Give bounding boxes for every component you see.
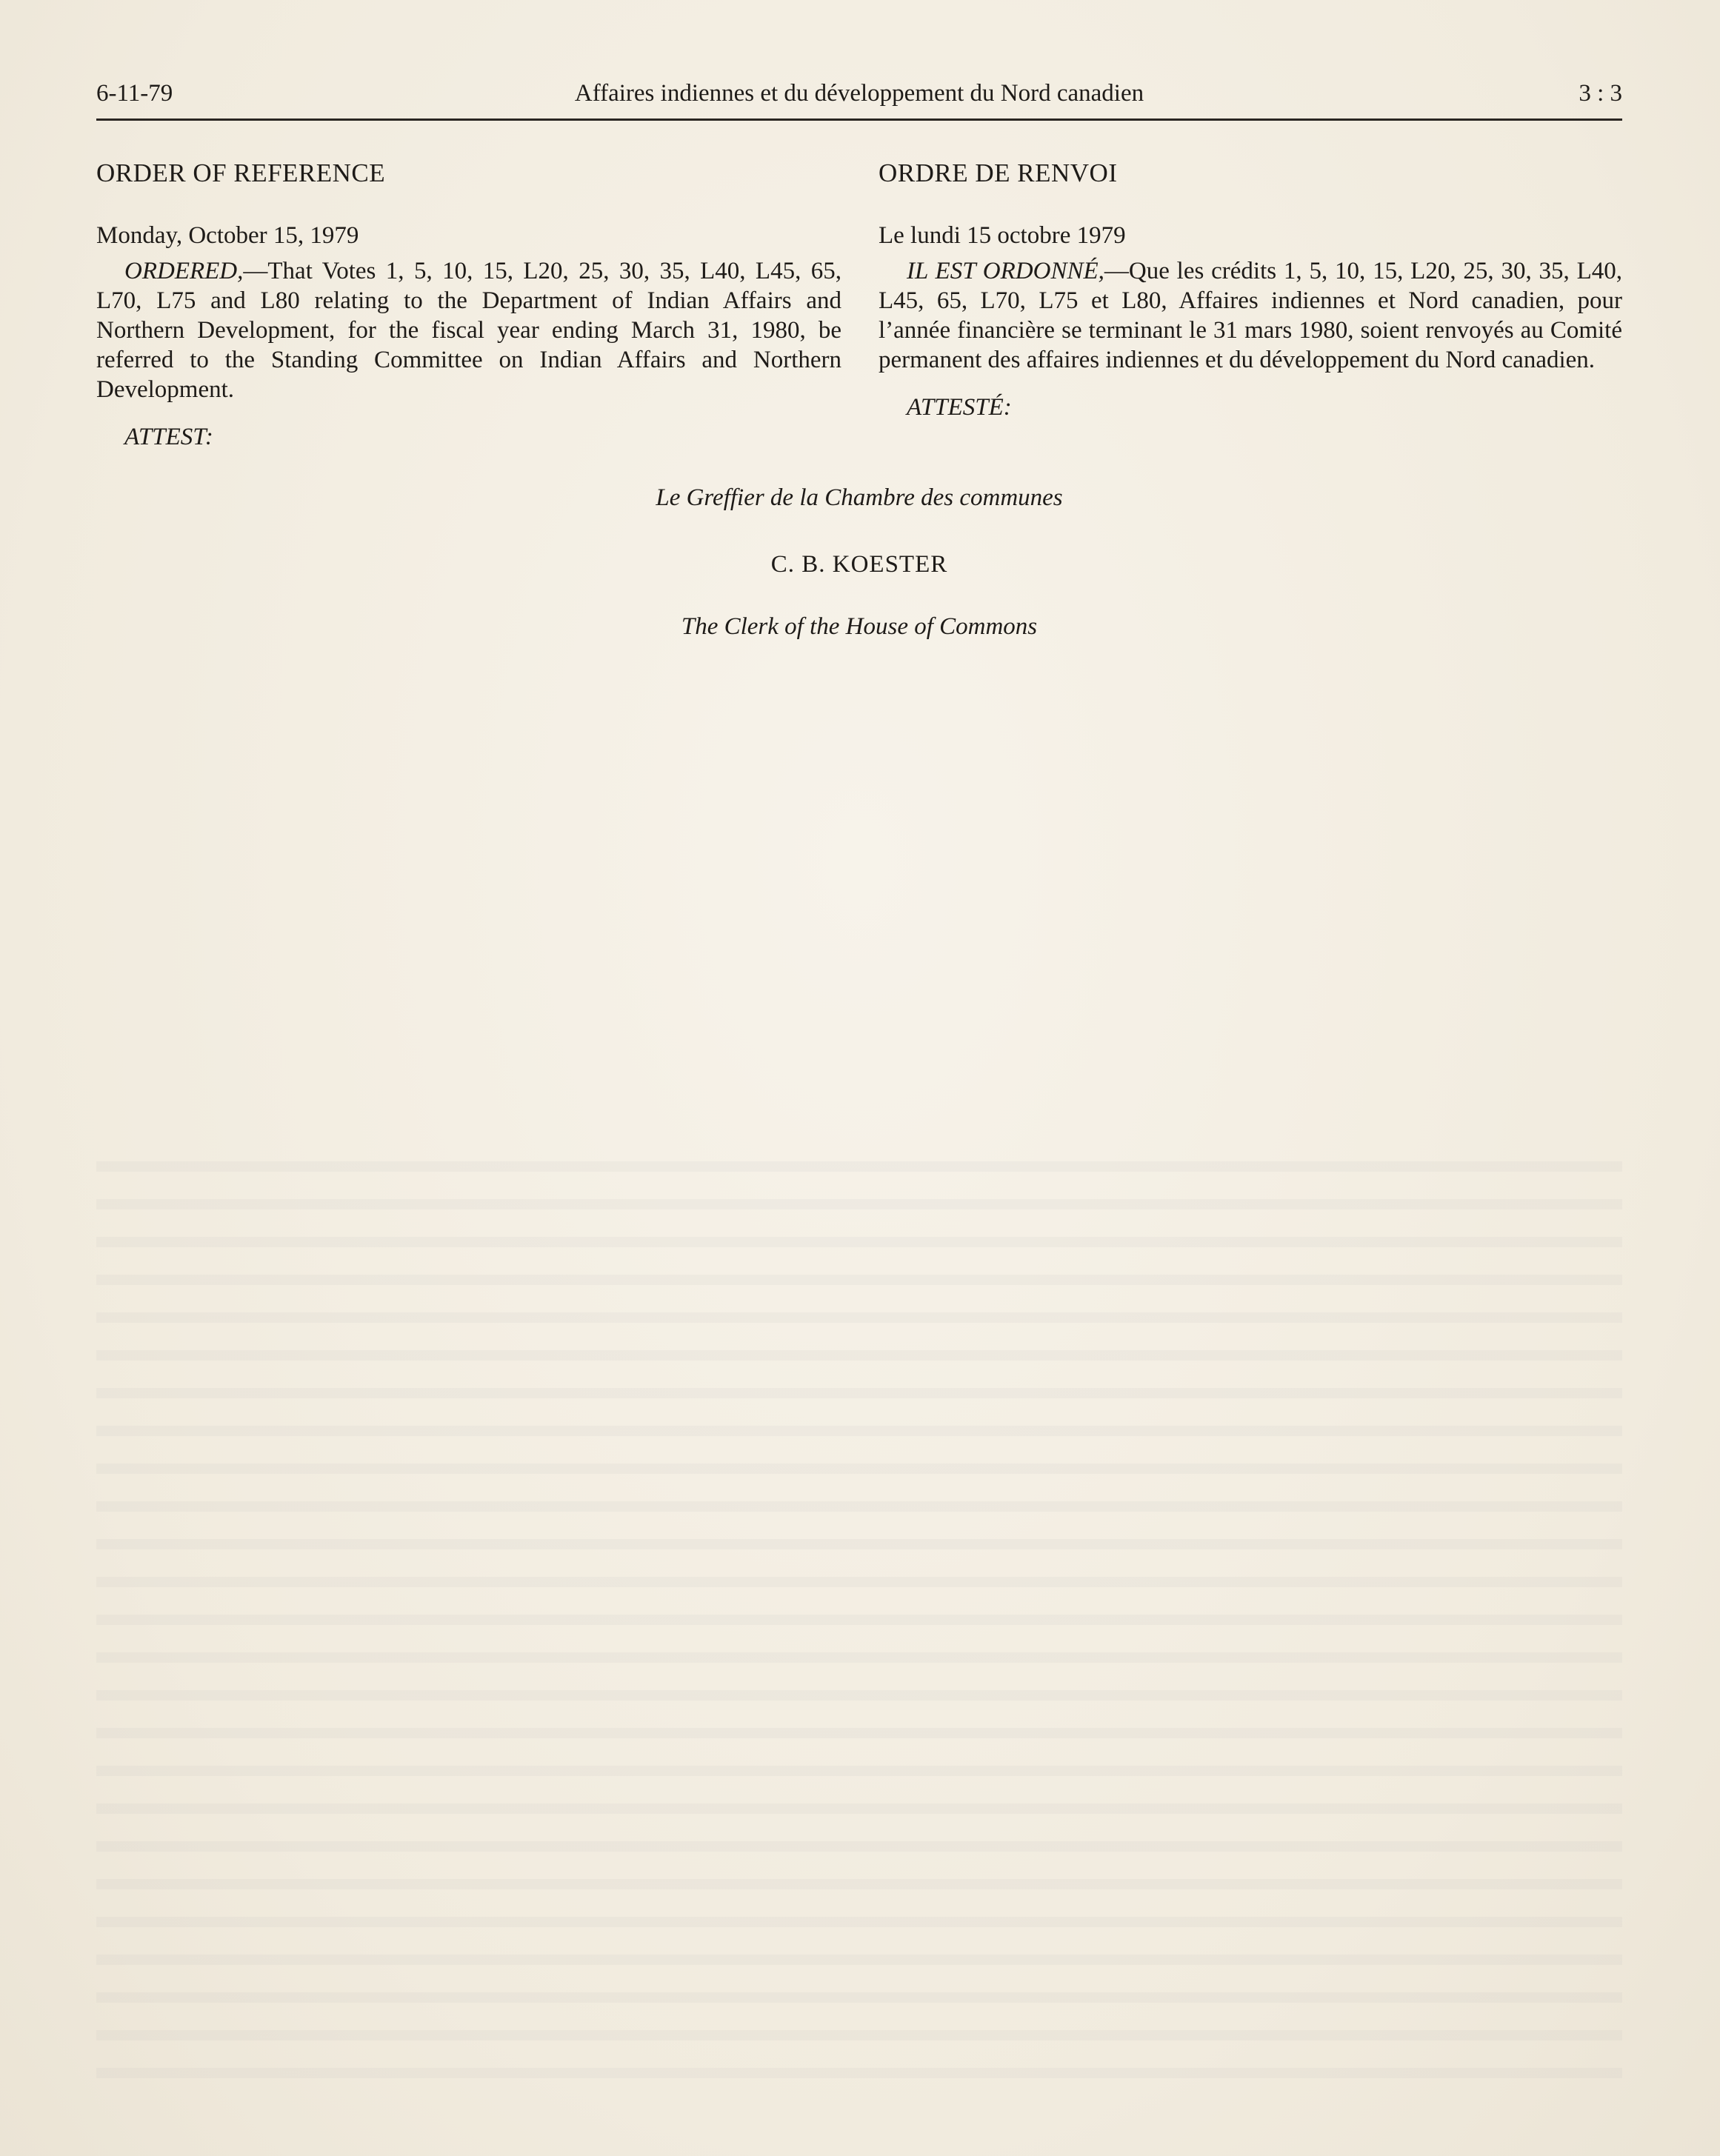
- english-order-body: —That Votes 1, 5, 10, 15, L20, 25, 30, 35, L40, L45, 65, L70, L75 and L80 relating to the Department of Indian Affairs and Northern Development, for the fiscal year ending March 31, 1980, be referred to the Standing Committee on Indian Affairs and Northern Development.: [96, 258, 841, 403]
- english-column: [96, 158, 841, 452]
- clerk-title-french: Le Greffier de la Chambre des communes: [656, 484, 1063, 511]
- header-page-number: 3 : 3: [1579, 80, 1622, 107]
- clerk-title-english: The Clerk of the House of Commons: [681, 613, 1038, 640]
- header-title: Affaires indiennes et du développement du Nord canadien: [574, 80, 1144, 107]
- french-column: [879, 158, 1622, 422]
- page-header: [96, 80, 1622, 119]
- french-order-text: [879, 256, 1622, 375]
- french-attest: ATTESTÉ:: [907, 394, 1012, 421]
- bleed-through-texture: [96, 1141, 1622, 2103]
- french-heading: ORDRE DE RENVOI: [879, 158, 1118, 187]
- french-date: Le lundi 15 octobre 1979: [879, 222, 1126, 249]
- clerk-name: C. B. KOESTER: [770, 551, 948, 578]
- english-heading: ORDER OF REFERENCE: [96, 158, 386, 187]
- french-order-body: —Que les crédits 1, 5, 10, 15, L20, 25, 30, 35, L40, L45, 65, L70, L75 et L80, Affaires indiennes et Nord canadien, pour l’année financière se terminant le 31 mars 1980, soient renvoyés au Comité permanent des affaires indiennes et du développement du Nord canadien.: [879, 258, 1622, 373]
- english-attest: ATTEST:: [124, 424, 213, 450]
- english-date: Monday, October 15, 1979: [96, 222, 359, 249]
- header-rule: [96, 119, 1622, 121]
- english-order-text: [96, 256, 841, 404]
- english-order-lead: ORDERED,: [124, 258, 244, 284]
- header-date: 6-11-79: [96, 80, 173, 107]
- french-order-lead: IL EST ORDONNÉ,: [907, 258, 1104, 284]
